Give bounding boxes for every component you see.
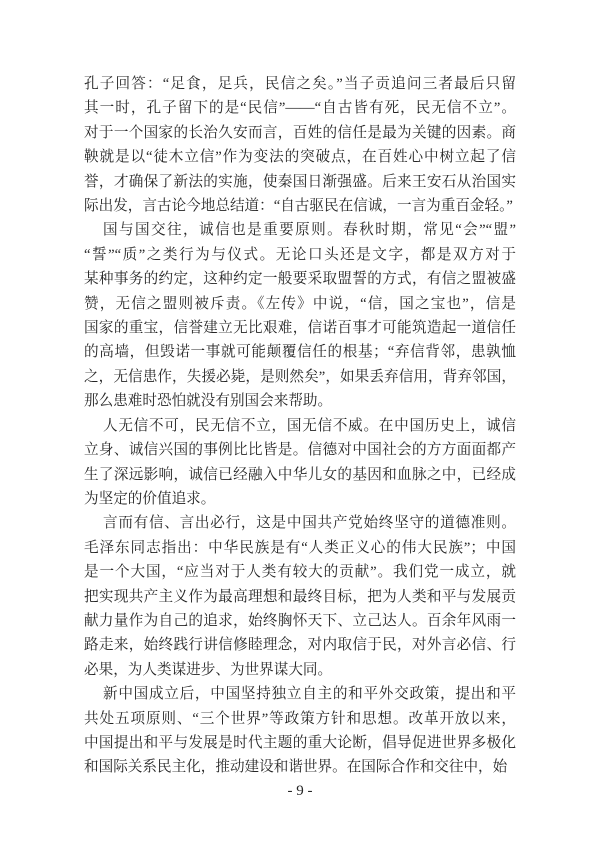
text-line: 孔子回答：“足食，足兵，民信之矣。”当子贡追问三者最后只留 [84,76,516,92]
body-text [84,72,516,780]
text-line: 新中国成立后，中国坚持独立自主的和平外交政策，提出和平 [103,686,516,703]
text-line: 的高墙，但毁诺一事就可能颠覆信任的根基；“弃信背邻，患孰恤 [84,344,516,361]
text-line: 其一时，孔子留下的是“民信”——“自古皆有死，民无信不立”。 [84,100,516,117]
text-line: 某种事务的约定，这种约定一般要采取盟誓的方式，有信之盟被盛 [84,271,516,288]
text-line: 把实现共产主义作为最高理想和最终目标，把为人类和平与发展贡 [84,588,516,605]
text-line: 中国提出和平与发展是时代主题的重大论断，倡导促进世界多极化 [84,734,516,751]
text-line: 人无信不可，民无信不立，国无信不威。在中国历史上，诚信 [103,417,516,434]
text-line: 共处五项原则、“三个世界”等政策方针和思想。改革开放以来， [84,710,516,727]
text-line: 国家的重宝，信誉建立无比艰难，信诺百事才可能筑造起一道信任 [84,320,516,337]
text-line: 和国际关系民主化，推动建设和谐世界。在国际合作和交往中，始 [84,759,508,776]
text-line: 言而有信、言出必行，这是中国共产党始终坚守的道德准则。 [103,515,516,532]
text-line: 誉，才确保了新法的实施，使秦国日渐强盛。后来王安石从治国实 [84,173,516,190]
text-line: 那么患难时恐怕就没有别国会来帮助。 [84,393,333,410]
text-line: 国与国交往，诚信也是重要原则。春秋时期，常见“会”“盟” [103,222,516,239]
text-line: 鞅就是以“徒木立信”作为变法的突破点，在百姓心中树立起了信 [84,149,516,166]
text-line: 立身、诚信兴国的事例比比皆是。信德对中国社会的方方面面都产 [84,442,516,459]
text-line: 之，无信患作，失援必毙，是则然矣”，如果丢弃信用，背弃邻国， [84,368,516,385]
text-line: 为坚定的价值追求。 [84,490,216,507]
text-line: 献力量作为自己的追求，始终胸怀天下、立己达人。百余年风雨一 [84,612,516,629]
text-line: 毛泽东同志指出：中华民族是有“人类正义心的伟大民族”；中国 [84,539,516,556]
text-line: 路走来，始终践行讲信修睦理念，对内取信于民，对外言必信、行 [84,637,516,654]
text-line: 赞，无信之盟则被斥责。《左传》中说，“信，国之宝也”，信是 [84,295,516,312]
text-line: 对于一个国家的长治久安而言，百姓的信任是最为关键的因素。商 [84,124,516,141]
text-line: 是一个大国，“应当对于人类有较大的贡献”。我们党一成立，就 [84,564,516,581]
text-line: “誓”“质”之类行为与仪式。无论口头还是文字，都是双方对于 [84,246,516,263]
page-number: - 9 - [287,783,313,799]
text-line: 际出发，言古论今地总结道：“自古驱民在信诚，一言为重百金轻。” [84,198,513,215]
text-line: 生了深远影响，诚信已经融入中华儿女的基因和血脉之中，已经成 [84,466,516,483]
text-line: 必果，为人类谋进步、为世界谋大同。 [84,661,333,678]
